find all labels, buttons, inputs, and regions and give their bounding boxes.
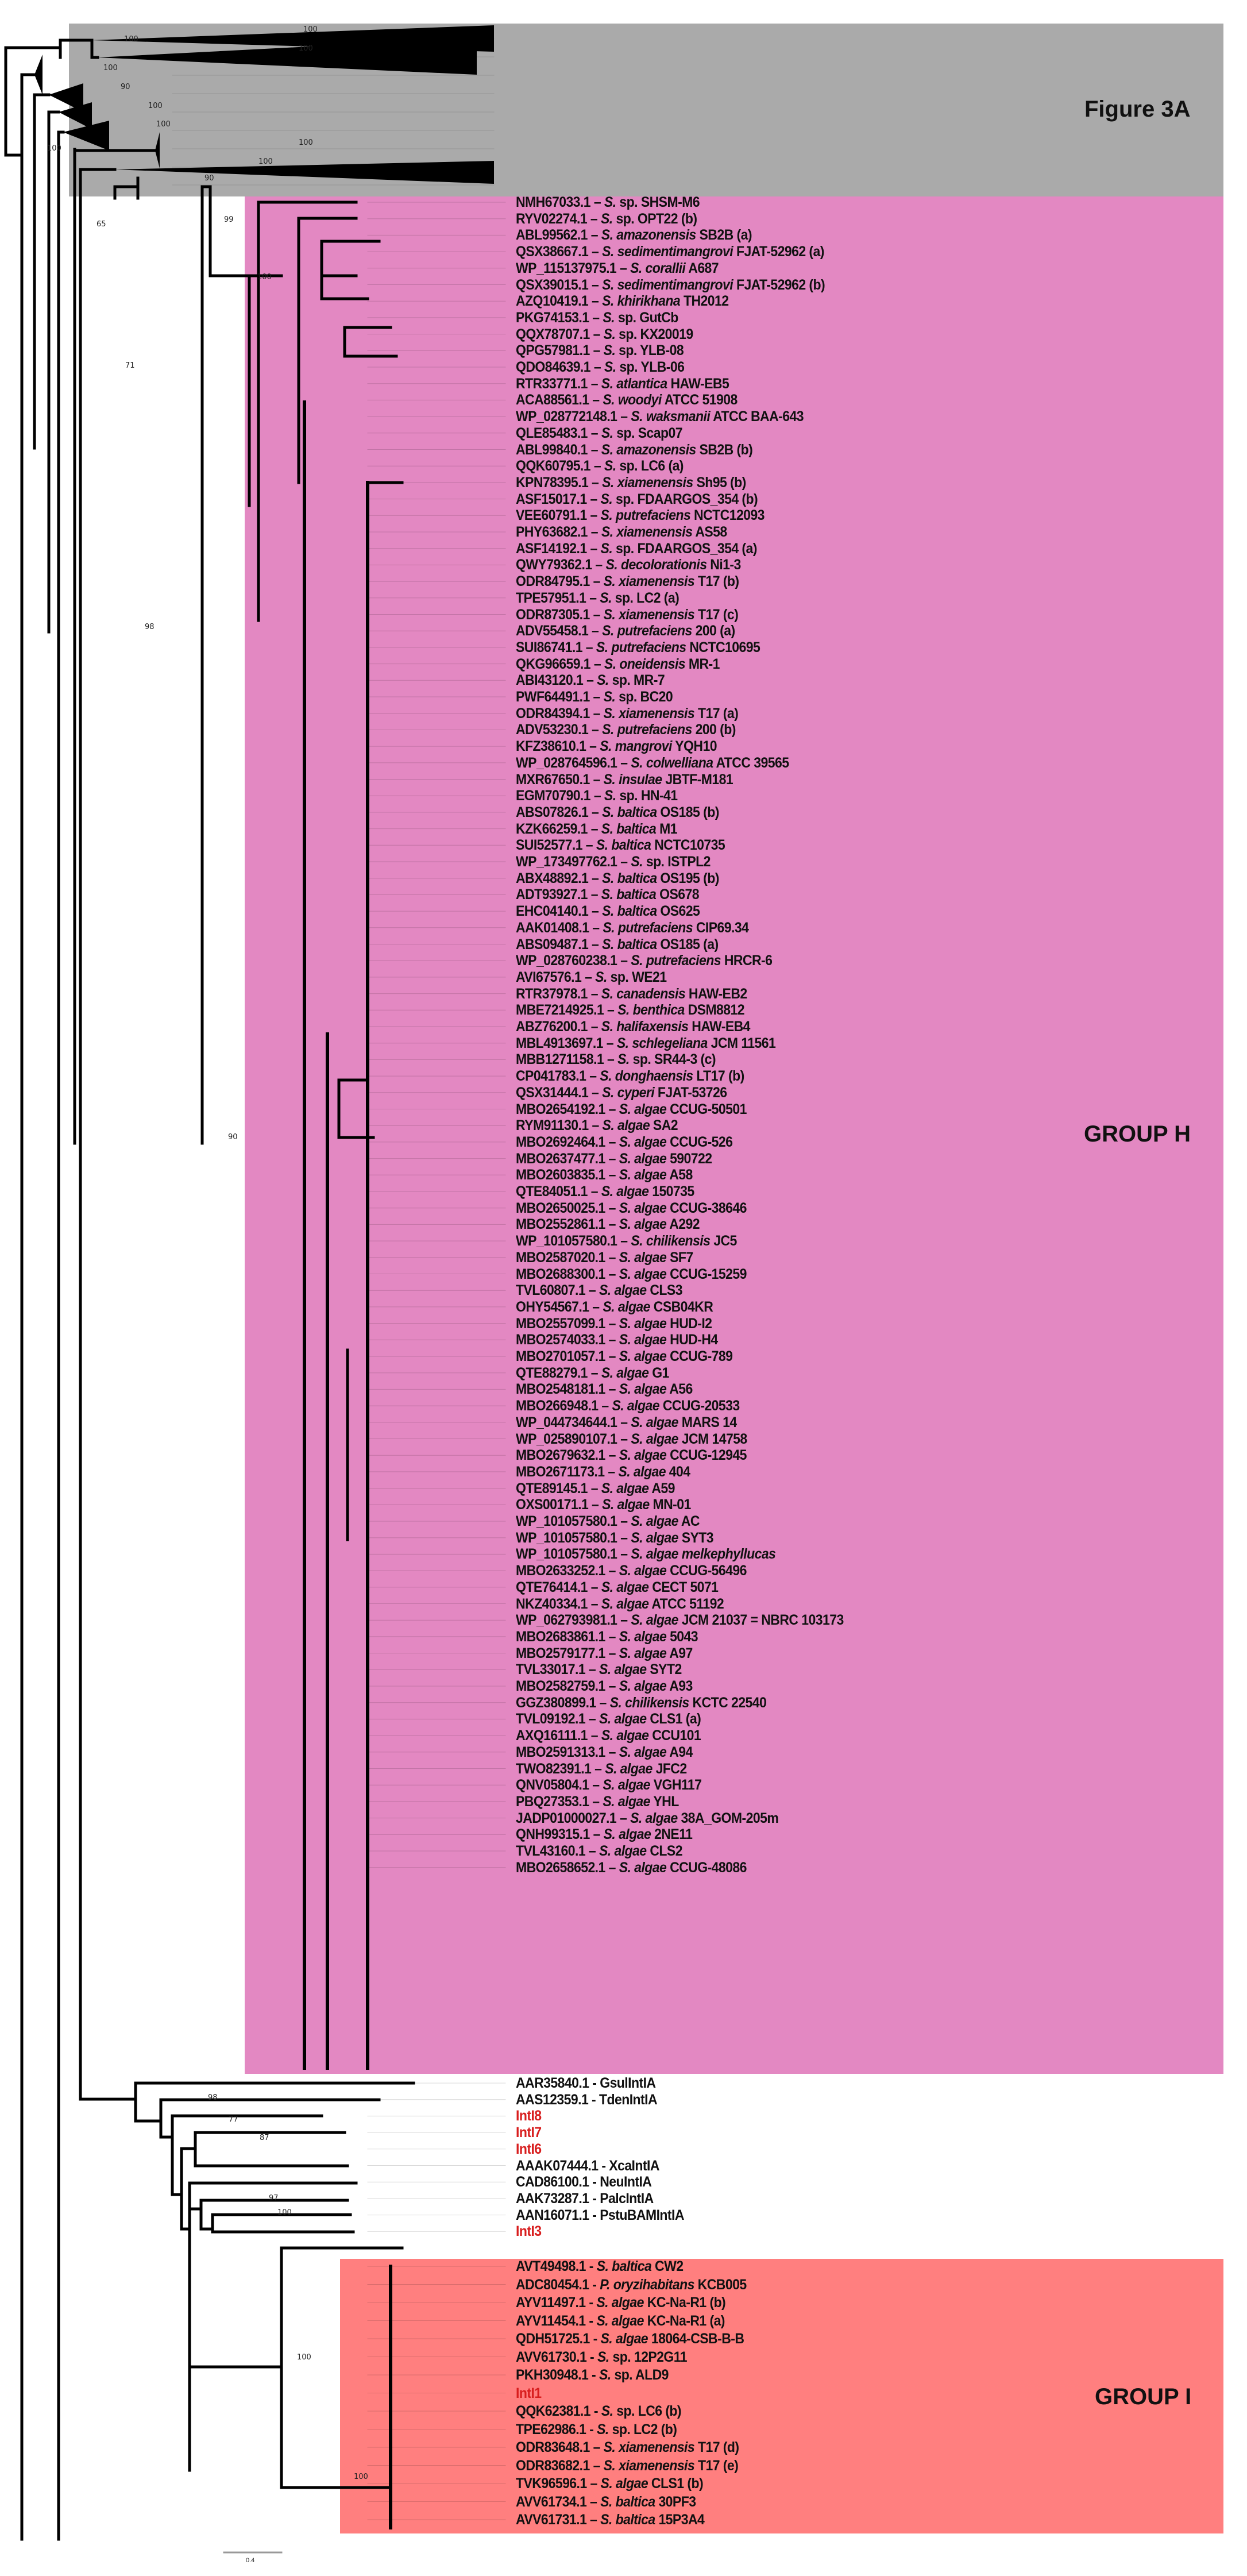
leaf-label: MBO2579177.1 – S. algae A97: [516, 1645, 693, 1661]
leaf-label: MBO2582759.1 – S. algae A93: [516, 1678, 693, 1694]
leaf-label: ADC80454.1 - P. oryzihabitans KCB005: [516, 2276, 747, 2293]
leaf-label: PBQ27353.1 – S. algae YHL: [516, 1793, 679, 1810]
svg-text:98: 98: [208, 2093, 218, 2102]
leaf-label: TVL43160.1 – S. algae CLS2: [516, 1843, 682, 1859]
leaf-label: KZK66259.1 – S. baltica M1: [516, 820, 677, 837]
leaf-label: MBO2548181.1 – S. algae A56: [516, 1381, 693, 1398]
svg-text:100: 100: [47, 144, 61, 153]
leaf-label: QTE88279.1 – S. algae G1: [516, 1364, 669, 1381]
leaf-label: QKG96659.1 – S. oneidensis MR-1: [516, 655, 720, 672]
leaf-label: WP_173497762.1 – S. sp. ISTPL2: [516, 854, 711, 870]
leaf-label: AAAK07444.1 - XcaIntIA: [516, 2157, 659, 2174]
leaf-label: ABL99562.1 – S. amazonensis SB2B (a): [516, 227, 752, 244]
leaf-label: QNH99315.1 – S. algae 2NE11: [516, 1826, 693, 1843]
leaf-label: KPN78395.1 – S. xiamenensis Sh95 (b): [516, 474, 746, 491]
leaf-label: AAR35840.1 - GsulIntIA: [516, 2075, 656, 2091]
leaf-label: PHY63682.1 – S. xiamenensis AS58: [516, 524, 727, 540]
leaf-label: TVK96596.1 – S. algae CLS1 (b): [516, 2475, 704, 2492]
leaf-label: TPE57951.1 – S. sp. LC2 (a): [516, 589, 680, 606]
leaf-label: RTR33771.1 – S. atlantica HAW-EB5: [516, 375, 729, 392]
svg-text:100: 100: [299, 44, 313, 53]
leaf-label: MBO2658652.1 – S. algae CCUG-48086: [516, 1859, 747, 1876]
leaf-label: NMH67033.1 – S. sp. SHSM-M6: [516, 194, 700, 210]
leaf-label: MXR67650.1 – S. insulae JBTF-M181: [516, 771, 733, 788]
leaf-label: ABS09487.1 – S. baltica OS185 (a): [516, 936, 719, 952]
leaf-label: WP_115137975.1 – S. corallii A687: [516, 260, 719, 276]
leaf-label: ABZ76200.1 – S. halifaxensis HAW-EB4: [516, 1019, 750, 1035]
leaf-label: AYV11454.1 - S. algae KC-Na-R1 (a): [516, 2312, 725, 2329]
svg-text:90: 90: [121, 83, 130, 91]
leaf-label: RYV02274.1 – S. sp. OPT22 (b): [516, 210, 697, 227]
leaf-label: ASF15017.1 – S. sp. FDAARGOS_354 (b): [516, 491, 758, 507]
svg-text:100: 100: [299, 138, 313, 147]
leaf-label: ABS07826.1 – S. baltica OS185 (b): [516, 804, 719, 820]
leaf-label: MBO2650025.1 – S. algae CCUG-38646: [516, 1200, 747, 1216]
leaf-label: QSX38667.1 – S. sedimentimangrovi FJAT-52962 (a): [516, 244, 824, 260]
leaf-label: WP_028760238.1 – S. putrefaciens HRCR-6: [516, 952, 773, 969]
leaf-label: ADV55458.1 – S. putrefaciens 200 (a): [516, 623, 735, 639]
leaf-label: SUI86741.1 – S. putrefaciens NCTC10695: [516, 639, 760, 655]
svg-text:100: 100: [354, 2473, 368, 2481]
leaf-label: MBO2637477.1 – S. algae 590722: [516, 1150, 712, 1167]
leaf-label: WP_101057580.1 – S. algae melkephyllucas: [516, 1546, 776, 1563]
leaf-label: ODR84795.1 – S. xiamenensis T17 (b): [516, 573, 739, 590]
leaf-label: TVL33017.1 – S. algae SYT2: [516, 1661, 682, 1678]
svg-text:87: 87: [260, 2134, 269, 2142]
leaf-label: AAS12359.1 - TdenIntIA: [516, 2091, 658, 2108]
leaf-label: AAK73287.1 - PalcIntIA: [516, 2190, 654, 2207]
leaf-label: QQK62381.1 - S. sp. LC6 (b): [516, 2403, 682, 2419]
leaf-label: AVV61734.1 – S. baltica 30PF3: [516, 2493, 696, 2510]
leaf-label: WP_044734644.1 – S. algae MARS 14: [516, 1414, 737, 1430]
leaf-label: AYV11497.1 - S. algae KC-Na-R1 (b): [516, 2295, 726, 2311]
leaf-label: MBO2603835.1 – S. algae A58: [516, 1167, 693, 1183]
leaf-label: IntI3: [516, 2223, 542, 2240]
leaf-label: QQK60795.1 – S. sp. LC6 (a): [516, 458, 684, 475]
leaf-label: QSX39015.1 – S. sedimentimangrovi FJAT-52962 (b): [516, 276, 825, 293]
leaf-label: TWO82391.1 – S. algae JFC2: [516, 1760, 687, 1777]
leaf-label: MBO2688300.1 – S. algae CCUG-15259: [516, 1266, 747, 1282]
leaf-label: ABX48892.1 – S. baltica OS195 (b): [516, 870, 719, 886]
leaf-label: RYM91130.1 – S. algae SA2: [516, 1117, 678, 1134]
leaf-label: MBE7214925.1 – S. benthica DSM8812: [516, 1002, 745, 1019]
leaf-label: OHY54567.1 – S. algae CSB04KR: [516, 1298, 713, 1315]
svg-text:100: 100: [297, 2353, 311, 2362]
leaf-label: QTE76414.1 – S. algae CECT 5071: [516, 1579, 719, 1595]
group-h-label: GROUP H: [1084, 1121, 1191, 1147]
leaf-label: WP_025890107.1 – S. algae JCM 14758: [516, 1430, 747, 1447]
leaf-label: OXS00171.1 – S. algae MN-01: [516, 1497, 691, 1513]
leaf-label: WP_101057580.1 – S. algae AC: [516, 1513, 700, 1529]
leaf-label: PWF64491.1 – S. sp. BC20: [516, 689, 673, 705]
leaf-label: AZQ10419.1 – S. khirikhana TH2012: [516, 293, 729, 310]
leaf-label: ACA88561.1 – S. woodyi ATCC 51908: [516, 392, 738, 408]
leaf-label: MBO2654192.1 – S. algae CCUG-50501: [516, 1101, 747, 1117]
leaf-label: KFZ38610.1 – S. mangrovi YQH10: [516, 738, 717, 755]
figure-title: Figure 3A: [1084, 97, 1191, 122]
svg-text:71: 71: [125, 361, 135, 370]
leaf-label: ABL99840.1 – S. amazonensis SB2B (b): [516, 441, 753, 458]
leaf-label: QPG57981.1 – S. sp. YLB-08: [516, 342, 684, 359]
leaf-label: AVV61731.1 – S. baltica 15P3A4: [516, 2512, 705, 2528]
leaf-label: MBB1271158.1 – S. sp. SR44-3 (c): [516, 1051, 716, 1068]
leaf-label: TPE62986.1 - S. sp. LC2 (b): [516, 2421, 677, 2438]
leaf-label: TVL09192.1 – S. algae CLS1 (a): [516, 1711, 701, 1727]
leaf-label: QLE85483.1 – S. sp. Scap07: [516, 425, 682, 441]
leaf-label: MBO2671173.1 – S. algae 404: [516, 1463, 690, 1480]
leaf-label: CP041783.1 – S. donghaensis LT17 (b): [516, 1068, 744, 1085]
svg-text:100: 100: [156, 120, 171, 129]
leaf-label: ODR83682.1 – S. xiamenensis T17 (e): [516, 2457, 739, 2474]
leaf-label: AAK01408.1 – S. putrefaciens CIP69.34: [516, 919, 749, 936]
leaf-label: MBO266948.1 – S. algae CCUG-20533: [516, 1398, 740, 1414]
leaf-label: MBO2701057.1 – S. algae CCUG-789: [516, 1348, 733, 1364]
svg-text:97: 97: [269, 2194, 279, 2203]
leaf-label: WP_101057580.1 – S. algae SYT3: [516, 1529, 714, 1546]
leaf-label: IntI7: [516, 2124, 542, 2141]
leaf-label: AVV61730.1 - S. sp. 12P2G11: [516, 2349, 687, 2365]
leaf-label: QTE84051.1 – S. algae 150735: [516, 1183, 694, 1200]
leaf-label: ODR84394.1 – S. xiamenensis T17 (a): [516, 705, 739, 722]
leaf-label: CAD86100.1 - NeuIntIA: [516, 2174, 652, 2191]
leaf-label: PKG74153.1 – S. sp. GutCb: [516, 309, 678, 326]
svg-text:100: 100: [148, 102, 163, 110]
leaf-label: QDH51725.1 - S. algae 18064-CSB-B-B: [516, 2331, 744, 2347]
leaf-label: QTE89145.1 – S. algae A59: [516, 1480, 675, 1497]
leaf-label: MBO2552861.1 – S. algae A292: [516, 1216, 700, 1233]
leaf-label: EGM70790.1 – S. sp. HN-41: [516, 788, 678, 804]
leaf-label: NKZ40334.1 – S. algae ATCC 51192: [516, 1595, 724, 1612]
leaf-label: WP_101057580.1 – S. chilikensis JC5: [516, 1233, 737, 1250]
leaf-label: TVL60807.1 – S. algae CLS3: [516, 1282, 682, 1299]
leaf-label: ADT93927.1 – S. baltica OS678: [516, 886, 699, 903]
leaf-label: IntI1: [516, 2385, 542, 2401]
svg-text:99: 99: [224, 215, 234, 224]
leaf-label: EHC04140.1 – S. baltica OS625: [516, 903, 700, 920]
leaf-label: JADP01000027.1 – S. algae 38A_GOM-205m: [516, 1810, 779, 1826]
leaf-label: MBO2557099.1 – S. algae HUD-I2: [516, 1315, 712, 1332]
leaf-label: AXQ16111.1 – S. algae CCU101: [516, 1727, 701, 1744]
leaf-label: MBO2692464.1 – S. algae CCUG-526: [516, 1133, 733, 1150]
leaf-label: ADV53230.1 – S. putrefaciens 200 (b): [516, 722, 736, 738]
svg-text:100: 100: [257, 273, 272, 281]
svg-text:90: 90: [204, 174, 214, 183]
leaf-label: MBO2633252.1 – S. algae CCUG-56496: [516, 1563, 747, 1579]
leaf-label: WP_028772148.1 – S. waksmanii ATCC BAA-643: [516, 408, 804, 425]
svg-text:77: 77: [229, 2115, 238, 2124]
leaf-label: VEE60791.1 – S. putrefaciens NCTC12093: [516, 507, 765, 524]
leaf-label: AAN16071.1 - PstuBAMIntIA: [516, 2207, 684, 2223]
leaf-label: PKH30948.1 - S. sp. ALD9: [516, 2367, 669, 2383]
svg-text:90: 90: [228, 1133, 238, 1142]
leaf-label: QQX78707.1 – S. sp. KX20019: [516, 326, 693, 342]
leaf-label: MBO2683861.1 – S. algae 5043: [516, 1628, 698, 1645]
leaf-label: ABI43120.1 – S. sp. MR-7: [516, 672, 665, 689]
leaf-label: MBL4913697.1 – S. schlegeliana JCM 11561: [516, 1035, 776, 1051]
leaf-label: IntI6: [516, 2141, 542, 2157]
leaf-label: WP_028764596.1 – S. colwelliana ATCC 39565: [516, 754, 789, 771]
leaf-label: AVT49498.1 - S. baltica CW2: [516, 2258, 684, 2274]
leaf-label: ODR83648.1 – S. xiamenensis T17 (d): [516, 2439, 739, 2455]
leaf-label: WP_062793981.1 – S. algae JCM 21037 = NBRC 103173: [516, 1612, 844, 1629]
leaf-label: MBO2574033.1 – S. algae HUD-H4: [516, 1332, 718, 1348]
scale-bar-label: 0.4: [246, 2557, 255, 2564]
svg-text:65: 65: [96, 220, 106, 229]
leaf-label: AVI67576.1 – S. sp. WE21: [516, 969, 667, 985]
leaf-label: QWY79362.1 – S. decolorationis Ni1-3: [516, 557, 741, 573]
svg-text:100: 100: [277, 2208, 292, 2217]
leaf-label: MBO2591313.1 – S. algae A94: [516, 1744, 693, 1760]
leaf-label: GGZ380899.1 – S. chilikensis KCTC 22540: [516, 1694, 767, 1711]
group-i-label: GROUP I: [1095, 2384, 1192, 2409]
svg-text:100: 100: [124, 35, 138, 44]
leaf-label: MBO2679632.1 – S. algae CCUG-12945: [516, 1447, 747, 1464]
svg-text:98: 98: [145, 623, 155, 631]
leaf-label: SUI52577.1 – S. baltica NCTC10735: [516, 837, 725, 854]
leaf-label: RTR37978.1 – S. canadensis HAW-EB2: [516, 985, 747, 1002]
leaf-label: QDO84639.1 – S. sp. YLB-06: [516, 359, 685, 375]
leaf-label: IntI8: [516, 2108, 542, 2124]
svg-text:100: 100: [258, 157, 273, 166]
svg-text:100: 100: [303, 25, 318, 34]
leaf-label: ODR87305.1 – S. xiamenensis T17 (c): [516, 606, 739, 623]
svg-text:100: 100: [103, 64, 118, 72]
leaf-label: ASF14192.1 – S. sp. FDAARGOS_354 (a): [516, 540, 757, 557]
leaf-label: QNV05804.1 – S. algae VGH117: [516, 1777, 702, 1794]
leaf-label: MBO2587020.1 – S. algae SF7: [516, 1249, 693, 1266]
leaf-label: QSX31444.1 – S. cyperi FJAT-53726: [516, 1084, 727, 1101]
